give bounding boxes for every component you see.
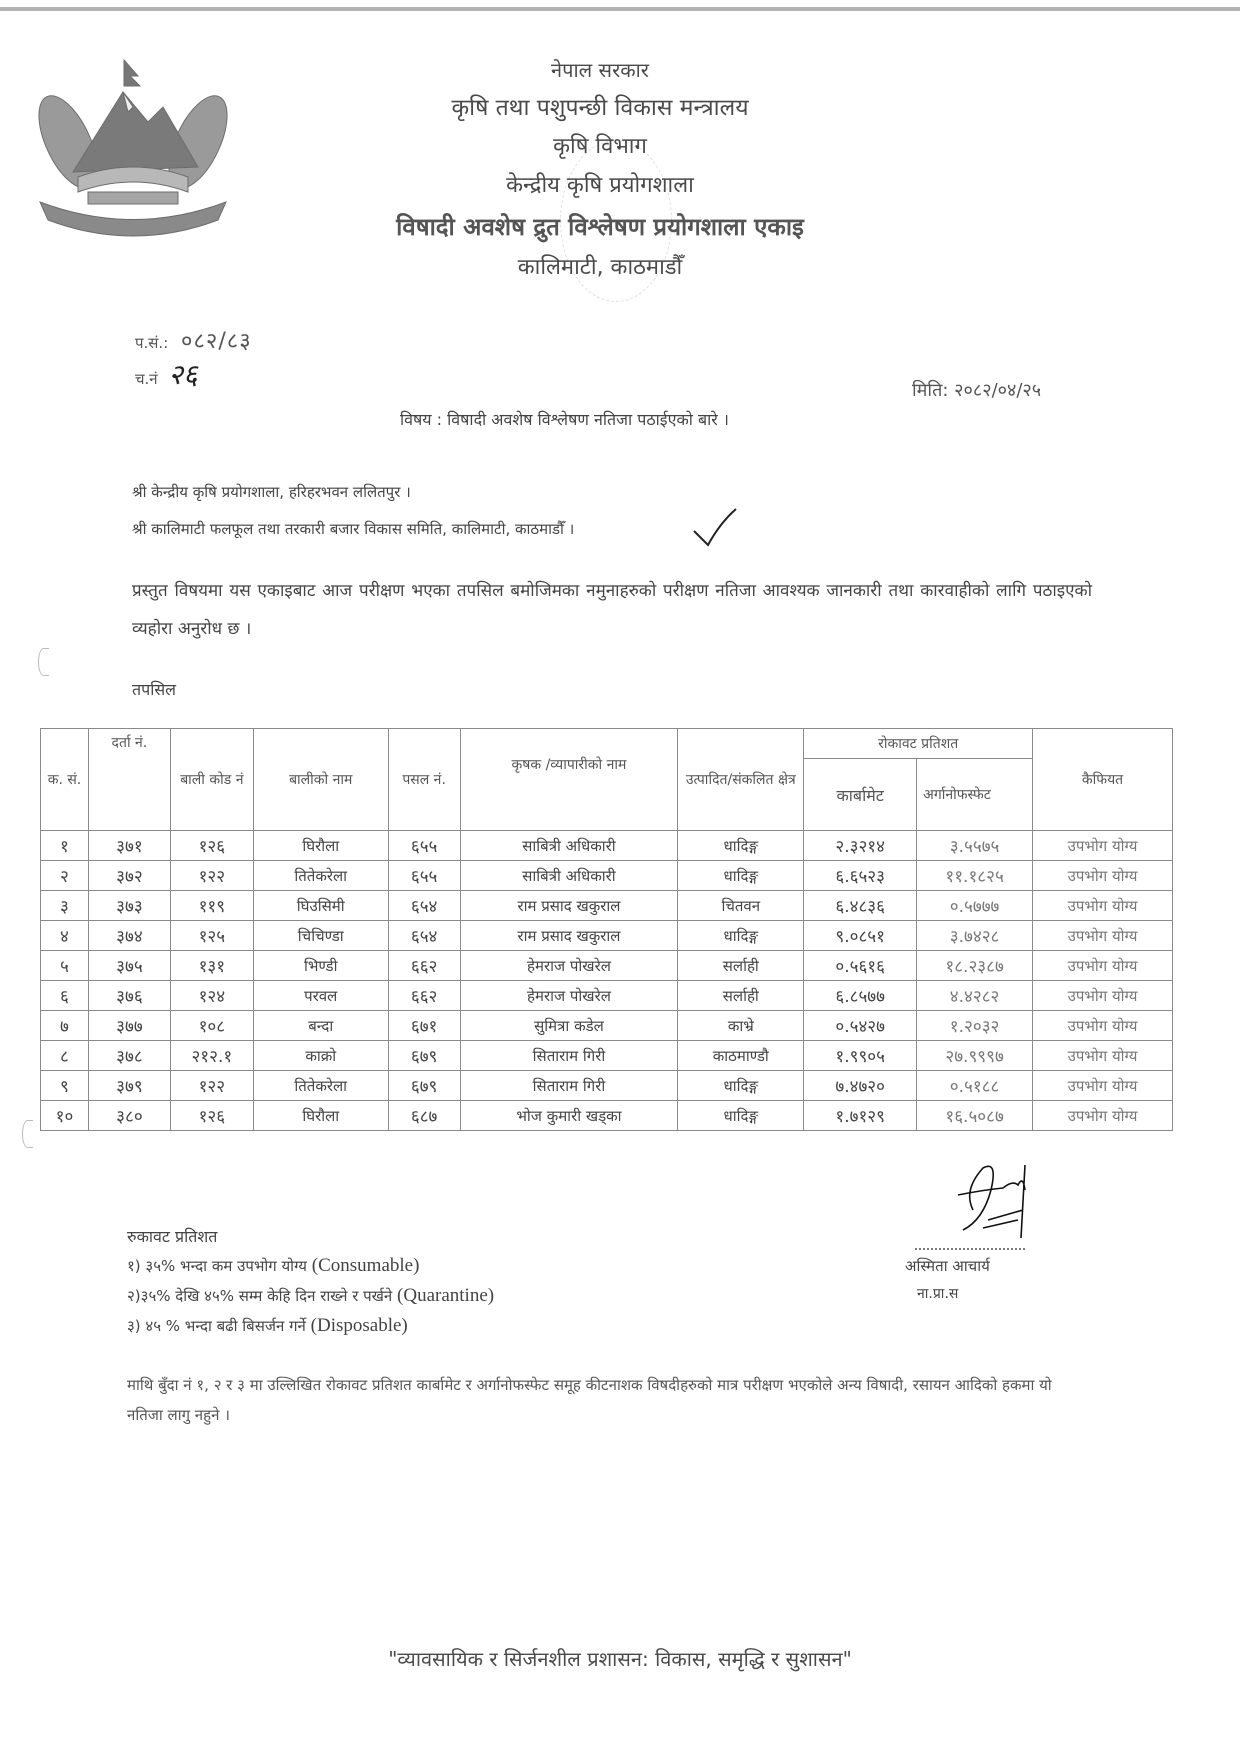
cell-darta: ३७९ — [88, 1071, 170, 1101]
cell-sn: ७ — [41, 1011, 89, 1041]
cell-farmer: सिताराम गिरी — [460, 1071, 678, 1101]
cell-origin: धादिङ्ग — [678, 921, 804, 951]
results-table — [40, 728, 1173, 1131]
cell-origin: धादिङ्ग — [678, 861, 804, 891]
unit-name: विषादी अवशेष द्रुत विश्लेषण प्रयोगशाला एकाइ — [396, 213, 804, 241]
cell-farmer: राम प्रसाद खकुराल — [460, 891, 678, 921]
signatory-name: अस्मिता आचार्य — [905, 1257, 990, 1275]
letterhead — [300, 52, 900, 288]
cell-origin: सर्लाही — [678, 981, 804, 1011]
cell-farmer: सुमित्रा कडेल — [460, 1011, 678, 1041]
header-crop-code: बाली कोड नं — [170, 729, 253, 831]
cell-crop-code: १२४ — [170, 981, 253, 1011]
cell-crop-code: १२६ — [170, 831, 253, 861]
cell-remarks: उपभोग योग्य — [1033, 1101, 1173, 1131]
laboratory-name: केन्द्रीय कृषि प्रयोगशाला — [506, 173, 694, 198]
header-registration-no: दर्ता नं. — [88, 729, 170, 831]
table-row — [41, 891, 1173, 921]
cell-pasal: ६६२ — [388, 981, 460, 1011]
cell-crop-code: १०८ — [170, 1011, 253, 1041]
cell-remarks: उपभोग योग्य — [1033, 891, 1173, 921]
cell-origin: काठमाण्डौ — [678, 1041, 804, 1071]
government-motto: "व्यावसायिक र सिर्जनशील प्रशासन: विकास, समृद्धि र सुशासन" — [388, 1647, 852, 1671]
dispatch-label: च.नं — [135, 370, 158, 388]
header-crop-name: बालीको नाम — [253, 729, 388, 831]
table-row — [41, 1101, 1173, 1131]
cell-farmer: साबित्री अधिकारी — [460, 861, 678, 891]
cell-sn: ५ — [41, 951, 89, 981]
cell-farmer: हेमराज पोखरेल — [460, 981, 678, 1011]
body-paragraph: प्रस्तुत विषयमा यस एकाइबाट आज परीक्षण भएका तपसिल बमोजिमका नमुनाहरुको परीक्षण नतिजा आवश्यक जानकारी तथा कारवाहीको लागि पठाइएको व्यहोरा अनुरोध छ । — [132, 581, 1092, 639]
cell-pasal: ६५४ — [388, 891, 460, 921]
punch-hole-mark — [22, 1120, 33, 1148]
cell-carbamate: ७.४७२० — [804, 1071, 917, 1101]
cell-darta: ३८० — [88, 1101, 170, 1131]
cell-origin: धादिङ्ग — [678, 1071, 804, 1101]
cell-crop-name: तितेकरेला — [253, 861, 388, 891]
cell-pasal: ६८७ — [388, 1101, 460, 1131]
addressee: श्री कालिमाटी फलफूल तथा तरकारी बजार विकास समिति, कालिमाटी, काठमाडौँ । — [132, 520, 575, 538]
cell-organophosphate: १६.५०८७ — [917, 1101, 1033, 1131]
cell-organophosphate: २७.९९९७ — [917, 1041, 1033, 1071]
cell-crop-code: २१२.१ — [170, 1041, 253, 1071]
cell-farmer: सिताराम गिरी — [460, 1041, 678, 1071]
cell-sn: ४ — [41, 921, 89, 951]
cell-carbamate: ०.५६१६ — [804, 951, 917, 981]
cell-organophosphate: ०.५१८८ — [917, 1071, 1033, 1101]
department-name: कृषि विभाग — [553, 134, 647, 159]
cell-farmer: साबित्री अधिकारी — [460, 831, 678, 861]
header-farmer-name: कृषक /व्यापारीको नाम — [460, 729, 678, 831]
reference-value: ०८२/८३ — [181, 329, 252, 354]
table-row — [41, 1071, 1173, 1101]
cell-pasal: ६५५ — [388, 831, 460, 861]
government-name: नेपाल सरकार — [551, 58, 649, 82]
cell-pasal: ६७९ — [388, 1041, 460, 1071]
cell-darta: ३७१ — [88, 831, 170, 861]
cell-sn: २ — [41, 861, 89, 891]
punch-hole-mark — [38, 648, 49, 676]
signature-block — [905, 1160, 1045, 1303]
cell-darta: ३७२ — [88, 861, 170, 891]
letter-reference-number — [135, 325, 252, 355]
cell-farmer: राम प्रसाद खकुराल — [460, 921, 678, 951]
disclaimer-note: माथि बुँदा नं १, २ र ३ मा उल्लिखित रोकावट प्रतिशत कार्बामेट र अर्गानोफस्फेट समूह कीटनाशक विषदीहरुको मात्र परीक्षण भएकोले अन्य विषादी, रसायन आदिको हकमा यो नतिजा लागु नहुने । — [127, 1376, 1052, 1424]
header-inhibition-percent: रोकावट प्रतिशत — [804, 729, 1033, 759]
legend-title: रुकावट प्रतिशत — [127, 1227, 218, 1246]
header-carbamate: कार्बामेट — [804, 759, 917, 831]
cell-sn: ८ — [41, 1041, 89, 1071]
table-row — [41, 981, 1173, 1011]
reference-label: प.सं.: — [135, 334, 169, 352]
cell-crop-name: बन्दा — [253, 1011, 388, 1041]
cell-crop-code: १२६ — [170, 1101, 253, 1131]
header-shop-no: पसल नं. — [388, 729, 460, 831]
cell-darta: ३७६ — [88, 981, 170, 1011]
cell-darta: ३७५ — [88, 951, 170, 981]
letter-date: मिति: २०८२/०४/२५ — [912, 380, 1042, 401]
cell-pasal: ६५४ — [388, 921, 460, 951]
ministry-name: कृषि तथा पशुपन्छी विकास मन्त्रालय — [451, 95, 749, 121]
cell-crop-code: १२५ — [170, 921, 253, 951]
cell-crop-name: तितेकरेला — [253, 1071, 388, 1101]
cell-carbamate: ६.४८३६ — [804, 891, 917, 921]
checkmark-icon — [690, 505, 740, 554]
table-row — [41, 951, 1173, 981]
cell-carbamate: १.९९०५ — [804, 1041, 917, 1071]
cell-organophosphate: ३.५५७५ — [917, 831, 1033, 861]
cell-farmer: हेमराज पोखरेल — [460, 951, 678, 981]
cell-darta: ३७८ — [88, 1041, 170, 1071]
cell-pasal: ६६२ — [388, 951, 460, 981]
cell-origin: काभ्रे — [678, 1011, 804, 1041]
cell-origin: चितवन — [678, 891, 804, 921]
cell-pasal: ६७१ — [388, 1011, 460, 1041]
cell-organophosphate: ११.१८२५ — [917, 861, 1033, 891]
table-row — [41, 1041, 1173, 1071]
cell-carbamate: ०.५४२७ — [804, 1011, 917, 1041]
cell-farmer: भोज कुमारी खड्का — [460, 1101, 678, 1131]
addressee: श्री केन्द्रीय कृषि प्रयोगशाला, हरिहरभवन ललितपुर । — [132, 483, 411, 501]
cell-organophosphate: १८.२३८७ — [917, 951, 1033, 981]
cell-organophosphate: १.२०३२ — [917, 1011, 1033, 1041]
cell-remarks: उपभोग योग्य — [1033, 1071, 1173, 1101]
cell-crop-code: १२२ — [170, 861, 253, 891]
cell-crop-name: परवल — [253, 981, 388, 1011]
cell-sn: १० — [41, 1101, 89, 1131]
cell-remarks: उपभोग योग्य — [1033, 921, 1173, 951]
cell-carbamate: ६.६५२३ — [804, 861, 917, 891]
header-organophosphate: अर्गानोफस्फेट — [917, 759, 1033, 831]
cell-darta: ३७४ — [88, 921, 170, 951]
cell-carbamate: ६.८५७७ — [804, 981, 917, 1011]
cell-carbamate: २.३२१४ — [804, 831, 917, 861]
cell-remarks: उपभोग योग्य — [1033, 1041, 1173, 1071]
legend-item-disposable: ३) ४५ % भन्दा बढी बिसर्जन गर्ने (Disposable) — [127, 1315, 408, 1336]
cell-origin: सर्लाही — [678, 951, 804, 981]
cell-sn: १ — [41, 831, 89, 861]
cell-crop-code: ११९ — [170, 891, 253, 921]
scan-edge-bar — [0, 7, 1240, 11]
table-row — [41, 831, 1173, 861]
cell-crop-name: चिचिण्डा — [253, 921, 388, 951]
cell-remarks: उपभोग योग्य — [1033, 861, 1173, 891]
cell-crop-name: काक्रो — [253, 1041, 388, 1071]
cell-sn: ३ — [41, 891, 89, 921]
cell-darta: ३७७ — [88, 1011, 170, 1041]
cell-crop-code: १२२ — [170, 1071, 253, 1101]
header-origin: उत्पादित/संकलित क्षेत्र — [678, 729, 804, 831]
table-row — [41, 1011, 1173, 1041]
cell-crop-name: घिउसिमी — [253, 891, 388, 921]
signatory-designation: ना.प्रा.स — [917, 1286, 959, 1302]
cell-pasal: ६५५ — [388, 861, 460, 891]
cell-organophosphate: ३.७४२८ — [917, 921, 1033, 951]
cell-carbamate: १.७१२९ — [804, 1101, 917, 1131]
table-row — [41, 921, 1173, 951]
cell-carbamate: ९.०८५१ — [804, 921, 917, 951]
dispatch-value: २६ — [168, 358, 198, 391]
cell-origin: धादिङ्ग — [678, 1101, 804, 1131]
inhibition-legend — [127, 1225, 494, 1341]
cell-remarks: उपभोग योग्य — [1033, 831, 1173, 861]
cell-origin: धादिङ्ग — [678, 831, 804, 861]
header-remarks: कैफियत — [1033, 729, 1173, 831]
cell-organophosphate: ४.४२८२ — [917, 981, 1033, 1011]
dispatch-number — [135, 355, 198, 393]
cell-crop-name: घिरौला — [253, 1101, 388, 1131]
letter-subject: विषय : विषादी अवशेष विश्लेषण नतिजा पठाईएको बारे । — [400, 410, 729, 429]
cell-sn: ९ — [41, 1071, 89, 1101]
cell-pasal: ६७९ — [388, 1071, 460, 1101]
table-row — [41, 861, 1173, 891]
cell-crop-name: भिण्डी — [253, 951, 388, 981]
signature-line — [915, 1248, 1025, 1250]
cell-sn: ६ — [41, 981, 89, 1011]
office-location: कालिमाटी, काठमाडौँ — [517, 255, 683, 280]
legend-item-quarantine: २)३५% देखि ४५% सम्म केहि दिन राख्ने र पर्खने (Quarantine) — [127, 1285, 495, 1306]
details-label: तपसिल — [132, 680, 177, 699]
signature-scribble — [943, 1160, 1063, 1240]
cell-crop-code: १३१ — [170, 951, 253, 981]
header-sn: क. सं. — [41, 729, 89, 831]
cell-crop-name: घिरौला — [253, 831, 388, 861]
nepal-emblem-logo — [28, 52, 238, 237]
cell-remarks: उपभोग योग्य — [1033, 1011, 1173, 1041]
cell-remarks: उपभोग योग्य — [1033, 981, 1173, 1011]
cell-darta: ३७३ — [88, 891, 170, 921]
cell-remarks: उपभोग योग्य — [1033, 951, 1173, 981]
legend-item-consumable: १) ३५% भन्दा कम उपभोग योग्य (Consumable) — [127, 1255, 420, 1276]
cell-organophosphate: ०.५७७७ — [917, 891, 1033, 921]
